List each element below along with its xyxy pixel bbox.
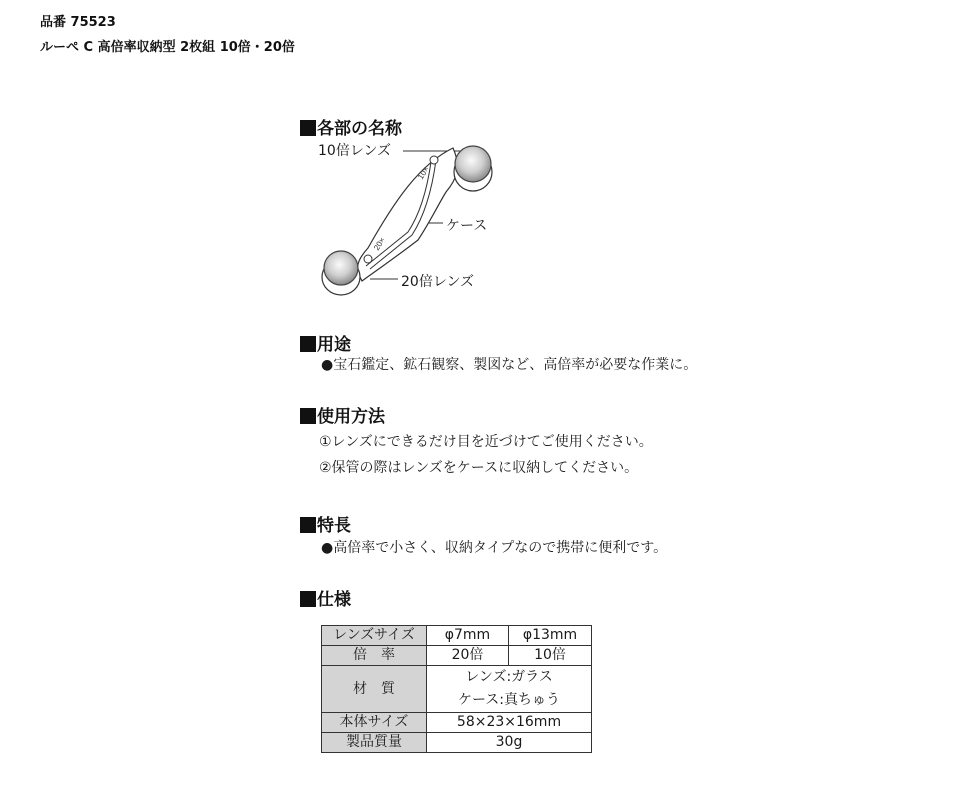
pivot-top (430, 156, 438, 164)
section-title-text: 各部の名称 (317, 119, 402, 139)
section-title-features (300, 511, 351, 536)
section-title-howto (300, 402, 385, 427)
spec-table (321, 625, 592, 753)
howto-step-1: ①レンズにできるだけ目を近づけてご使用ください。 (319, 434, 653, 450)
square-bullet-icon (300, 408, 316, 424)
product-number: 品番 75523 (40, 15, 116, 30)
spec-header-body-size: 本体サイズ (322, 713, 427, 733)
label-case: ケース (446, 218, 488, 234)
lens10-glass (455, 146, 491, 182)
section-title-text: 仕様 (317, 590, 351, 610)
table-row (322, 646, 592, 666)
spec-header-magnification: 倍 率 (322, 646, 427, 666)
spec-lens-size-large: φ13mm (509, 626, 592, 646)
howto-step-2: ②保管の際はレンズをケースに収納してください。 (319, 460, 639, 476)
section-title-text: 使用方法 (317, 407, 385, 427)
label-lens10: 10倍レンズ (318, 143, 392, 159)
spec-material-lens: レンズ:ガラス (465, 669, 553, 685)
usage-text: ●宝石鑑定、鉱石観察、製図など、高倍率が必要な作業に。 (321, 357, 698, 373)
spec-header-material: 材 質 (322, 666, 427, 713)
engraving-10x: 10× (416, 164, 431, 182)
spec-material-case: ケース:真ちゅう (457, 692, 561, 708)
section-title-text: 特長 (317, 516, 351, 536)
table-row (322, 626, 592, 646)
engraving-20x: 20× (372, 235, 387, 253)
product-name: ルーペ C 高倍率収納型 2枚組 10倍・20倍 (40, 40, 295, 55)
features-text: ●高倍率で小さく、収納タイプなので携帯に便利です。 (321, 540, 668, 556)
pivot-bottom (364, 255, 372, 263)
table-row (322, 733, 592, 753)
section-title-usage (300, 330, 351, 355)
label-lens20: 20倍レンズ (401, 274, 475, 290)
table-row (322, 666, 592, 713)
spec-weight-value: 30g (427, 733, 592, 753)
spec-header-weight: 製品質量 (322, 733, 427, 753)
spec-magnification-small: 20倍 (427, 646, 509, 666)
spec-lens-size-small: φ7mm (427, 626, 509, 646)
square-bullet-icon (300, 517, 316, 533)
lens20-glass (324, 251, 358, 285)
section-title-text: 用途 (317, 335, 351, 355)
square-bullet-icon (300, 336, 316, 352)
spec-magnification-large: 10倍 (509, 646, 592, 666)
spec-material-value (427, 666, 592, 713)
spec-body-size-value: 58×23×16mm (427, 713, 592, 733)
spec-header-lens-size: レンズサイズ (322, 626, 427, 646)
section-title-spec (300, 585, 351, 610)
table-row (322, 713, 592, 733)
square-bullet-icon (300, 591, 316, 607)
